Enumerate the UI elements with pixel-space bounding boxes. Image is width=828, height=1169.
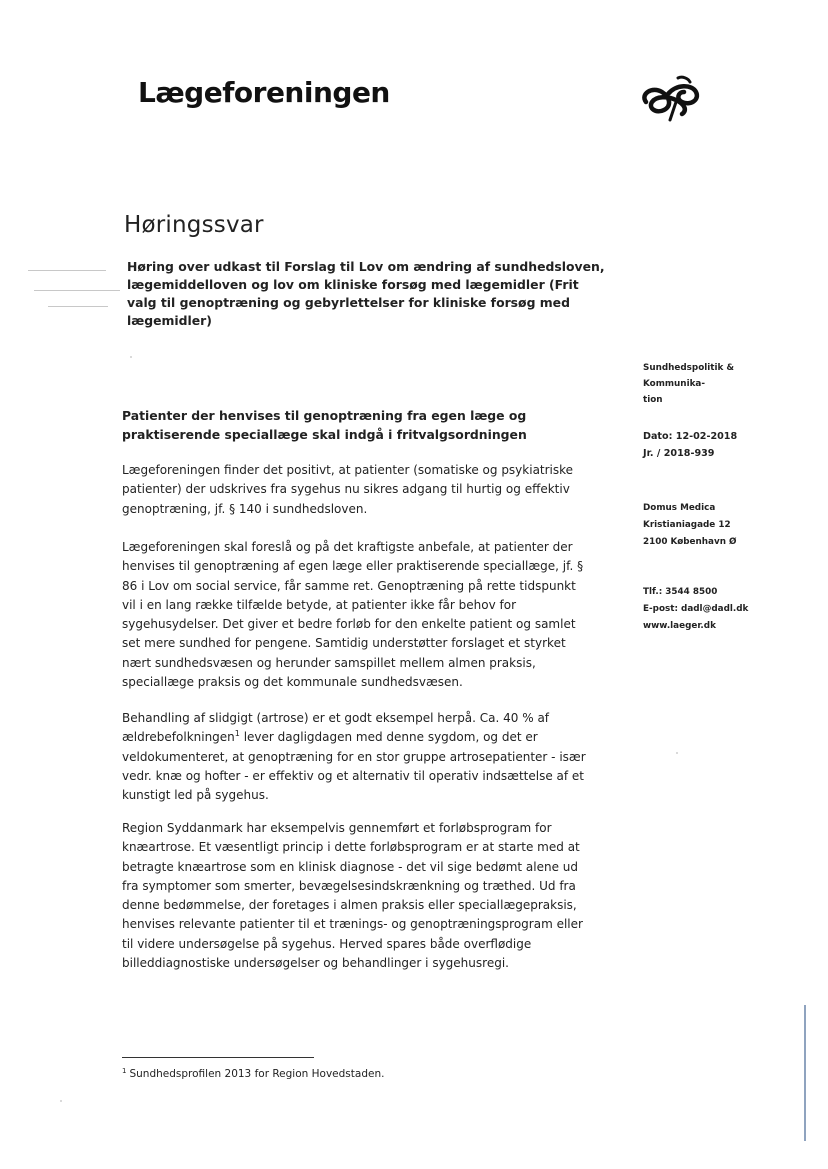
- address-line: Kristianiagade 12: [643, 520, 731, 530]
- sidebar-contact: [643, 584, 813, 635]
- address-line: 2100 København Ø: [643, 537, 737, 547]
- scan-artifact: [34, 290, 120, 291]
- phone-number: Tlf.: 3544 8500: [643, 587, 718, 597]
- footnote-text: Sundhedsprofilen 2013 for Region Hovedstaden.: [129, 1068, 385, 1080]
- document-date: Dato: 12-02-2018: [643, 431, 738, 442]
- sidebar-address: [643, 500, 813, 551]
- body-paragraph: Region Syddanmark har eksempelvis gennemført et forløbsprogram for knæartrose. Et væsentligt princip i dette forløbsprogram er at starte med at betragte knæartrose som en klinisk diagnose - det vil sige bedømt alene ud fra symptomer som smerter, bevægelsesindskrænkning og træthed. Ud fra denne bedømmelse, der foretages i almen praksis eller speciallægepraksis, henvises relevante patienter til et trænings- og genoptræningsprogram eller til videre undersøgelse på sygehus. Herved spares både overflødige billeddiagnostiske undersøgelser og behandlinger i sygehusregi.: [122, 821, 583, 971]
- document-type-title: Høringssvar: [124, 212, 264, 238]
- footnote: [122, 1067, 384, 1081]
- body-paragraph: [122, 709, 592, 805]
- body-paragraph: Lægeforeningen finder det positivt, at patienter (somatiske og psykiatriske patienter) der udskrives fra sygehus nu sikres adgang til hurtig og effektiv genoptræning, jf. § 140 i sundhedsloven.: [122, 463, 574, 516]
- paragraph-text: lever dagligdagen med denne sygdom, og det er veldokumenteret, at genoptræning for en stor gruppe artrosepatienter - især vedr. knæ og hofter - er effektiv og et alternativ til operativ indsættelse af et kunstigt led på sygehus.: [122, 730, 586, 803]
- scan-artifact: [48, 306, 108, 307]
- department-line: tion: [643, 395, 663, 405]
- sidebar-department: [643, 360, 799, 408]
- section-heading: Patienter der henvises til genoptræning fra egen læge og praktiserende speciallæge skal indgå i fritvalgsordningen: [122, 408, 527, 442]
- journal-number: Jr. / 2018-939: [643, 448, 715, 459]
- email-address: E-post: dadl@dadl.dk: [643, 604, 749, 614]
- scan-speck: [60, 1100, 62, 1102]
- department-line: Sundhedspolitik & Kommunika-: [643, 363, 735, 389]
- sidebar-date-block: [643, 428, 813, 462]
- scan-edge-line: [804, 1005, 806, 1141]
- scan-speck: [130, 356, 132, 358]
- footnote-divider: [122, 1057, 314, 1058]
- address-line: Domus Medica: [643, 503, 716, 513]
- aesculapius-snake-logo-icon: [638, 72, 702, 122]
- scan-speck: [676, 752, 678, 754]
- footnote-number: 1: [122, 1067, 127, 1075]
- body-paragraph: Lægeforeningen skal foreslå og på det kraftigste anbefale, at patienter der henvises til genoptræning af egen læge eller praktiserende speciallæge, jf. § 86 i Lov om social service, får samme ret. Genoptræning på rette tidspunkt vil i en lang række tilfælde betyde, at patienter ikke får behov for sygehusydelser. Det giver et bedre forløb for den enkelte patient og samlet set mere sundhed for pengene. Samtidig understøtter forslaget et styrket nært sundhedsvæsen og herunder samspillet mellem almen praksis, speciallæge praksis og det kommunale sundhedsvæsen.: [122, 540, 584, 690]
- organization-name: Lægeforeningen: [138, 76, 390, 109]
- paragraph-text: Behandling af slidgigt (artrose) er et godt eksempel herpå. Ca. 40 % af ældrebefolkningen: [122, 711, 550, 745]
- website-url: www.laeger.dk: [643, 621, 716, 631]
- subject-line: Høring over udkast til Forslag til Lov om ændring af sundhedsloven, lægemiddelloven og lov om kliniske forsøg med lægemidler (Frit valg til genoptræning og gebyrlettelser for kliniske forsøg med lægemidler): [127, 259, 605, 328]
- scan-artifact: [28, 270, 106, 271]
- footnote-reference: 1: [234, 729, 240, 739]
